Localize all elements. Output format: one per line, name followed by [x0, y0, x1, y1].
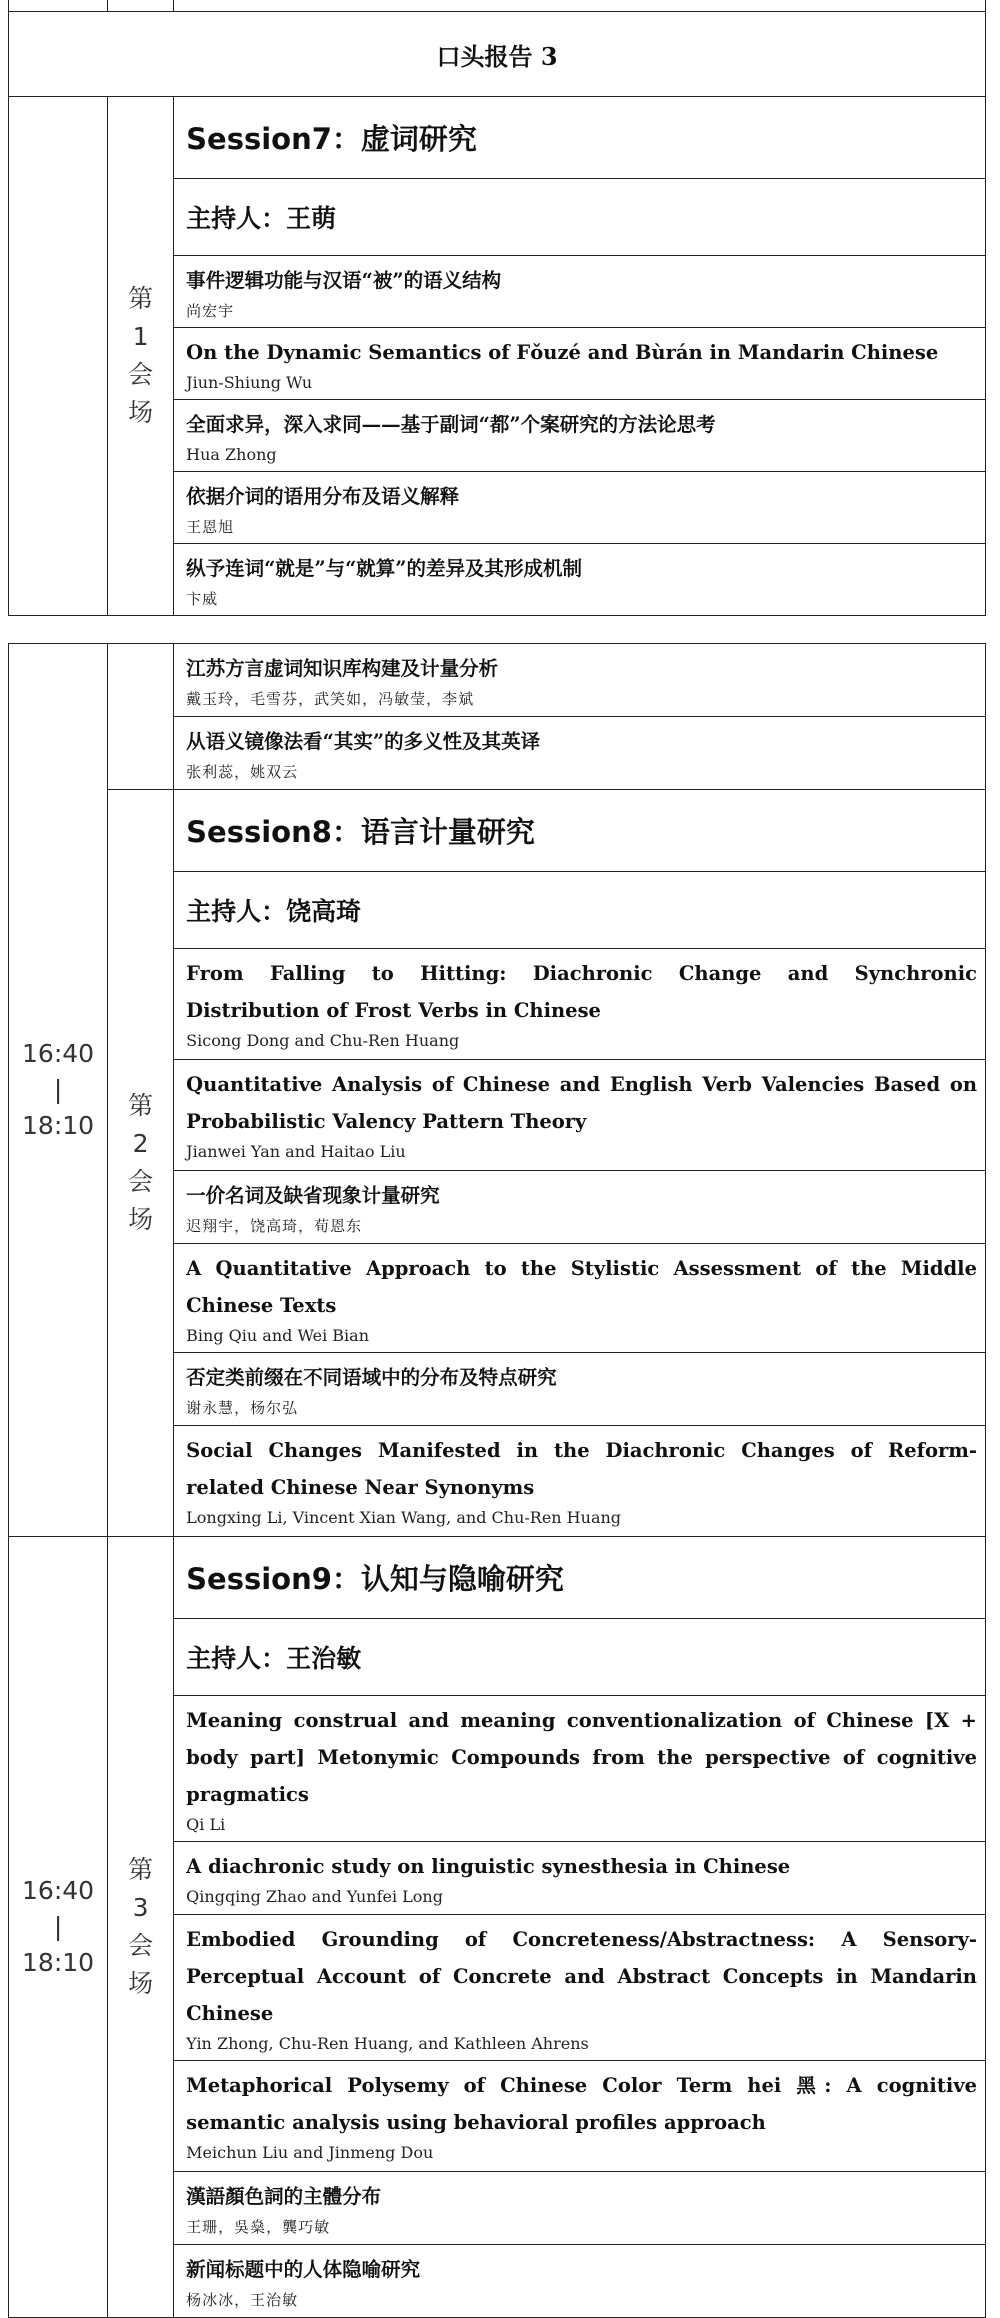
time-slot-2: 16:40 | 18:10 — [9, 1537, 108, 2318]
paper-title: 新闻标题中的人体隐喻研究 — [186, 2258, 421, 2281]
page-break — [0, 635, 1000, 638]
schedule-table-top — [8, 0, 986, 616]
cut-row — [9, 0, 986, 12]
paper-entry — [174, 544, 986, 616]
paper-entry — [174, 1353, 986, 1426]
paper-authors: Qingqing Zhao and Yunfei Long — [186, 1887, 443, 1906]
venue-label-3: 第 3 会 场 — [108, 1537, 174, 2318]
schedule-table-bottom — [8, 643, 986, 2318]
session-chair: 主持人：饶高琦 — [174, 872, 986, 949]
paper-title: Embodied Grounding of Concreteness/Abstractness: A Sensory-Perceptual Account of Concrete and Abstract Concepts in Mandarin Chinese — [186, 1928, 977, 2025]
venue-label-2: 第 2 会 场 — [108, 790, 174, 1537]
paper-entry — [174, 1244, 986, 1353]
session-title: Session9：认知与隐喻研究 — [174, 1537, 986, 1619]
paper-authors: Hua Zhong — [186, 445, 277, 464]
paper-entry — [174, 1060, 986, 1171]
paper-entry — [174, 1171, 986, 1244]
paper-entry — [174, 1696, 986, 1842]
time-cell-empty — [9, 97, 108, 616]
paper-authors: 王恩旭 — [186, 518, 235, 536]
paper-authors: Longxing Li, Vincent Xian Wang, and Chu-Ren Huang — [186, 1508, 622, 1527]
paper-title: Quantitative Analysis of Chinese and English Verb Valencies Based on Probabilistic Valency Pattern Theory — [186, 1073, 977, 1133]
paper-entry — [174, 949, 986, 1060]
paper-title: 纵予连词“就是”与“就算”的差异及其形成机制 — [186, 557, 583, 580]
paper-authors: 张利蕊，姚双云 — [186, 763, 299, 781]
paper-authors: 尚宏宇 — [186, 302, 235, 320]
paper-entry — [174, 644, 986, 717]
paper-title: 依据介词的语用分布及语义解释 — [186, 485, 460, 508]
paper-entry — [174, 472, 986, 544]
paper-authors: 戴玉玲，毛雪芬，武笑如，冯敏莹，李斌 — [186, 690, 475, 708]
paper-entry — [174, 717, 986, 790]
paper-authors: 杨冰冰，王治敏 — [186, 2291, 299, 2309]
paper-authors: 谢永慧，杨尔弘 — [186, 1399, 299, 1417]
paper-entry — [174, 400, 986, 472]
paper-title: 全面求异，深入求同——基于副词“都”个案研究的方法论思考 — [186, 413, 716, 436]
session-title: Session7：虚词研究 — [174, 97, 986, 179]
section-header-row — [9, 12, 986, 97]
paper-authors: Sicong Dong and Chu-Ren Huang — [186, 1031, 460, 1050]
paper-entry — [174, 2245, 986, 2318]
paper-title: 漢語顏色詞的主體分布 — [186, 2185, 382, 2208]
paper-entry — [174, 256, 986, 328]
session-chair: 主持人：王萌 — [174, 179, 986, 256]
paper-title: A diachronic study on linguistic synesthesia in Chinese — [186, 1855, 791, 1878]
paper-entry — [174, 1426, 986, 1537]
paper-title: On the Dynamic Semantics of Fǒuzé and Bùrán in Mandarin Chinese — [186, 341, 939, 364]
paper-entry — [174, 328, 986, 400]
paper-authors: 王珊，吳燊，龔巧敏 — [186, 2218, 331, 2236]
paper-entry — [174, 1915, 986, 2061]
paper-entry — [174, 2172, 986, 2245]
paper-entry — [174, 1842, 986, 1915]
paper-title: 一价名词及缺省现象计量研究 — [186, 1184, 440, 1207]
paper-authors: 卞威 — [186, 590, 219, 608]
paper-entry — [174, 2061, 986, 2172]
paper-authors: Jiun-Shiung Wu — [186, 373, 313, 392]
paper-title: Social Changes Manifested in the Diachronic Changes of Reform-related Chinese Near Synonyms — [186, 1439, 977, 1499]
paper-title: 从语义镜像法看“其实”的多义性及其英译 — [186, 730, 541, 753]
session-title: Session8：语言计量研究 — [174, 790, 986, 872]
section-title: 口头报告 3 — [9, 12, 986, 97]
session-chair: 主持人：王治敏 — [174, 1619, 986, 1696]
paper-authors: 迟翔宇，饶高琦，荀恩东 — [186, 1217, 363, 1235]
paper-authors: Jianwei Yan and Haitao Liu — [186, 1142, 406, 1161]
paper-title: 江苏方言虚词知识库构建及计量分析 — [186, 657, 499, 680]
paper-title: Metaphorical Polysemy of Chinese Color Term hei 黑: A cognitive semantic analysis using behavioral profiles approach — [186, 2074, 977, 2134]
paper-title: A Quantitative Approach to the Stylistic Assessment of the Middle Chinese Texts — [186, 1257, 977, 1317]
paper-authors: Bing Qiu and Wei Bian — [186, 1326, 369, 1345]
paper-title: From Falling to Hitting: Diachronic Change and Synchronic Distribution of Frost Verbs in Chinese — [186, 962, 977, 1022]
session-row — [9, 97, 986, 179]
time-slot-1: 16:40 | 18:10 — [9, 644, 108, 1537]
paper-title: 事件逻辑功能与汉语“被”的语义结构 — [186, 269, 502, 292]
venue-cell-continued — [108, 644, 174, 790]
paper-authors: Meichun Liu and Jinmeng Dou — [186, 2143, 434, 2162]
paper-title: Meaning construal and meaning conventionalization of Chinese [X + body part] Metonymic Compounds from the perspective of cognitive pragmatics — [186, 1709, 977, 1806]
paper-authors: Yin Zhong, Chu-Ren Huang, and Kathleen Ahrens — [186, 2034, 589, 2053]
paper-authors: Qi Li — [186, 1815, 226, 1834]
paper-title: 否定类前缀在不同语域中的分布及特点研究 — [186, 1366, 557, 1389]
venue-label-1: 第 1 会 场 — [108, 97, 174, 616]
